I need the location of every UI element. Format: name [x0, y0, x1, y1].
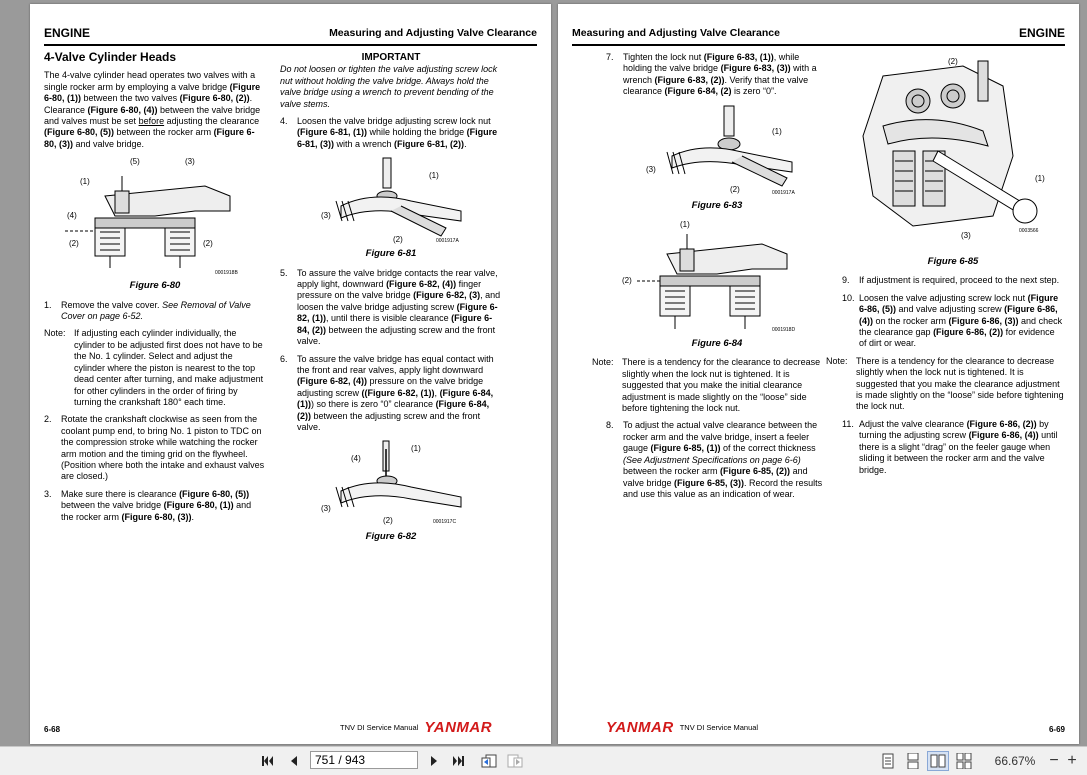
left-column — [592, 52, 828, 506]
fig82-callout-2: (2) — [383, 516, 393, 526]
footer-manual-title: TNV DI Service Manual — [340, 723, 419, 732]
fig84-callout-2: (2) — [622, 276, 632, 286]
zoom-level[interactable]: 66.67% — [994, 754, 1036, 768]
step-7: 7. Tighten the lock nut (Figure 6-83, (1)), while holding the valve bridge (Figure 6-83, (3)) with a wrench (Figure 6-83, (2)). Verify that the valve clearance (Figure 6-84, (2) is zero “0”. — [606, 52, 817, 97]
note-3: Note: There is a tendency for the clearance to decrease slightly when the lock nut is tightened. It is suggested that you make the clearance adjustment is made slightly on the “loose” side before tightening the lock nut. — [826, 355, 1064, 412]
footer-brand — [340, 719, 492, 736]
step-1: 1. Remove the valve cover. See Removal of Valve Cover on page 6-52. — [44, 299, 251, 322]
fig83-callout-3: (3) — [646, 164, 656, 174]
header-section: ENGINE — [44, 26, 91, 40]
single-page-icon[interactable] — [878, 751, 898, 771]
fig85-callout-3: (3) — [961, 231, 971, 240]
step-8: 8. To adjust the actual valve clearance between the rocker arm and the valve bridge, insert a feeler gauge (Figure 6-85, (1)) of the correct thickness (See Adjustment Specifications on page 6-6) between the rocker arm (Figure 6-85, (2)) and valve bridge (Figure 6-85, (3)). Record the results and use this value as an indication of wear. — [606, 420, 823, 499]
page-header — [44, 24, 537, 46]
yanmar-logo: YANMAR — [606, 719, 674, 736]
step-10: 10. Loosen the valve adjusting screw lock nut (Figure 6-86, (5)) and valve adjusting screw (Figure 6-86, (4)) on the rocker arm (Figure 6-86, (3)) and check the clearance gap (Figure 6-86, (2)) for evidence of dirt or wear. — [842, 292, 1063, 349]
fig81-callout-2: (2) — [393, 235, 403, 245]
footer-page-number: 6-68 — [44, 725, 61, 734]
two-page-icon[interactable] — [927, 751, 949, 771]
section-title: 4-Valve Cylinder Heads — [44, 50, 177, 64]
first-page-icon[interactable] — [258, 751, 278, 771]
fig83-code: 0001917A — [772, 189, 795, 196]
figure-6-82-illustration — [311, 439, 471, 527]
pdf-page-left — [30, 4, 551, 744]
figure-6-85-illustration — [853, 56, 1053, 252]
footer-brand — [606, 719, 758, 736]
note-2: Note: There is a tendency for the clearance to decrease slightly when the lock nut is tightened. It is suggested that you make the initial clearance adjustment is made slightly on the “loose” side before tightening the lock nut. — [592, 357, 821, 414]
step-3: 3. Make sure there is clearance (Figure 6-80, (5)) between the valve bridge (Figure 6-80, (1)) and the rocker arm (Figure 6-80, (3)). — [44, 488, 252, 522]
step-2: 2. Rotate the crankshaft clockwise as seen from the coolant pump end, to bring No. 1 piston to TDC on the compression stroke while watching the rocker arm motion and the timing grid on the flywheel. (Position where both the intake and exhaust valves are closed.) — [44, 414, 265, 482]
fig80-callout-4: (4) — [67, 211, 77, 221]
important-title: IMPORTANT — [361, 52, 421, 63]
figure-6-81-illustration — [311, 156, 471, 244]
footer-manual-title: TNV DI Service Manual — [679, 723, 759, 732]
fig85-code: 0003566 — [1019, 228, 1039, 234]
header-title: Measuring and Adjusting Valve Clearance — [329, 27, 537, 39]
go-forward-icon[interactable] — [504, 751, 526, 771]
footer-page-number: 6-69 — [1048, 725, 1065, 734]
fig85-callout-1: (1) — [1035, 174, 1045, 183]
last-page-icon[interactable] — [448, 751, 468, 771]
fig80-callout-3: (3) — [185, 157, 195, 167]
fig80-callout-2a: (2) — [69, 239, 79, 249]
left-column — [44, 52, 266, 529]
page-number-input[interactable]: 751 / 943 — [310, 751, 418, 769]
right-column — [826, 52, 1064, 482]
figure-6-83-caption: Figure 6-83 — [691, 199, 743, 211]
prev-page-icon[interactable] — [284, 751, 304, 771]
fig84-callout-1: (1) — [680, 220, 690, 230]
two-page-continuous-icon[interactable] — [953, 751, 975, 771]
fig85-callout-2: (2) — [948, 57, 958, 66]
figure-6-82-caption: Figure 6-82 — [365, 531, 417, 543]
fig82-callout-3: (3) — [321, 504, 331, 514]
figure-6-84-illustration — [622, 219, 812, 334]
zoom-in-icon[interactable]: + — [1067, 752, 1077, 769]
right-column — [280, 52, 502, 551]
next-page-icon[interactable] — [424, 751, 444, 771]
page-header — [572, 24, 1065, 46]
figure-6-81-caption: Figure 6-81 — [365, 248, 417, 260]
fig82-callout-4: (4) — [351, 454, 361, 464]
step-11: 11. Adjust the valve clearance (Figure 6-86, (2)) by turning the adjusting screw (Figure 6-86, (4)) until there is a slight “drag” on the feeler gauge when sliding it between the rocker arm and the valve bridge. — [842, 418, 1058, 475]
fig83-callout-2: (2) — [730, 184, 740, 194]
zoom-out-icon[interactable]: − — [1049, 752, 1059, 769]
header-section: ENGINE — [1018, 26, 1065, 40]
figure-6-80-caption: Figure 6-80 — [129, 280, 181, 292]
fig82-code: 0001917C — [433, 519, 457, 526]
fig80-callout-5: (5) — [130, 157, 140, 167]
fig83-callout-1: (1) — [772, 126, 782, 136]
fig84-code: 0001918D — [772, 327, 796, 334]
figure-6-85-caption: Figure 6-85 — [927, 256, 979, 267]
fig82-callout-1: (1) — [411, 444, 421, 454]
pdf-page-right — [558, 4, 1079, 744]
important-text: Do not loosen or tighten the valve adjusting screw lock nut without holding the valve bridge. Always hold the valve bridge using a wrench to prevent bending of the valve stems. — [280, 64, 498, 109]
fig80-callout-1: (1) — [80, 177, 90, 187]
figure-6-80-illustration — [55, 156, 255, 276]
step-5: 5. To assure the valve bridge contacts the rear valve, apply light, downward (Figure 6-82, (4)) finger pressure on the valve bridge (Figure 6-82, (3), and loosen the valve bridge adjusting screw (Figure 6-82, (1)), until there is visible clearance (Figure 6-84, (2)) between the adjusting screw and the front valve. — [280, 267, 501, 347]
fig81-callout-1: (1) — [429, 171, 439, 181]
figure-6-84-caption: Figure 6-84 — [691, 338, 743, 350]
fig80-callout-2b: (2) — [203, 239, 213, 249]
go-back-icon[interactable] — [478, 751, 500, 771]
step-4: 4. Loosen the valve bridge adjusting screw lock nut (Figure 6-81, (1)) while holding the bridge (Figure 6-81, (3)) with a wrench (Figure 6-81, (2)). — [280, 116, 498, 149]
fig81-callout-3: (3) — [321, 211, 331, 221]
header-title: Measuring and Adjusting Valve Clearance — [572, 27, 780, 39]
note-1: Note: If adjusting each cylinder individually, the cylinder to be adjusted first does not have to be the No. 1 cylinder. Select and adjust the cylinder where the piston is nearest to the top dead center after turning, and make adjustment for other cylinders in the order of firing by turning the crankshaft 180° each time. — [44, 328, 264, 407]
fig81-code: 0001917A — [436, 238, 459, 245]
viewer-toolbar — [0, 746, 1087, 775]
step-9: 9. If adjustment is required, proceed to the next step. — [842, 275, 1060, 286]
fig80-code: 0001918B — [215, 270, 238, 277]
step-6: 6. To assure the valve bridge has equal contact with the front and rear valves, apply light downward (Figure 6-82, (4)) pressure on the valve bridge adjusting screw ((Figure 6-82, (1)), (Figure 6-84, (1))) so there is zero “0” clearance (Figure 6-84, (2)) between the adjusting screw and the front valve. — [280, 353, 494, 432]
intro-paragraph: The 4-valve cylinder head operates two valves with a single rocker arm by employing a valve bridge (Figure 6-80, (1)) between the two valves (Figure 6-80, (2)). Clearance (Figure 6-80, (4)) between the valve bridge and valves must be set before adjusting the clearance (Figure 6-80, (5)) between the rocker arm (Figure 6-80, (3)) and valve bridge. — [44, 70, 261, 149]
figure-6-83-illustration — [632, 104, 802, 196]
yanmar-logo: YANMAR — [424, 719, 493, 736]
continuous-icon[interactable] — [903, 751, 923, 771]
